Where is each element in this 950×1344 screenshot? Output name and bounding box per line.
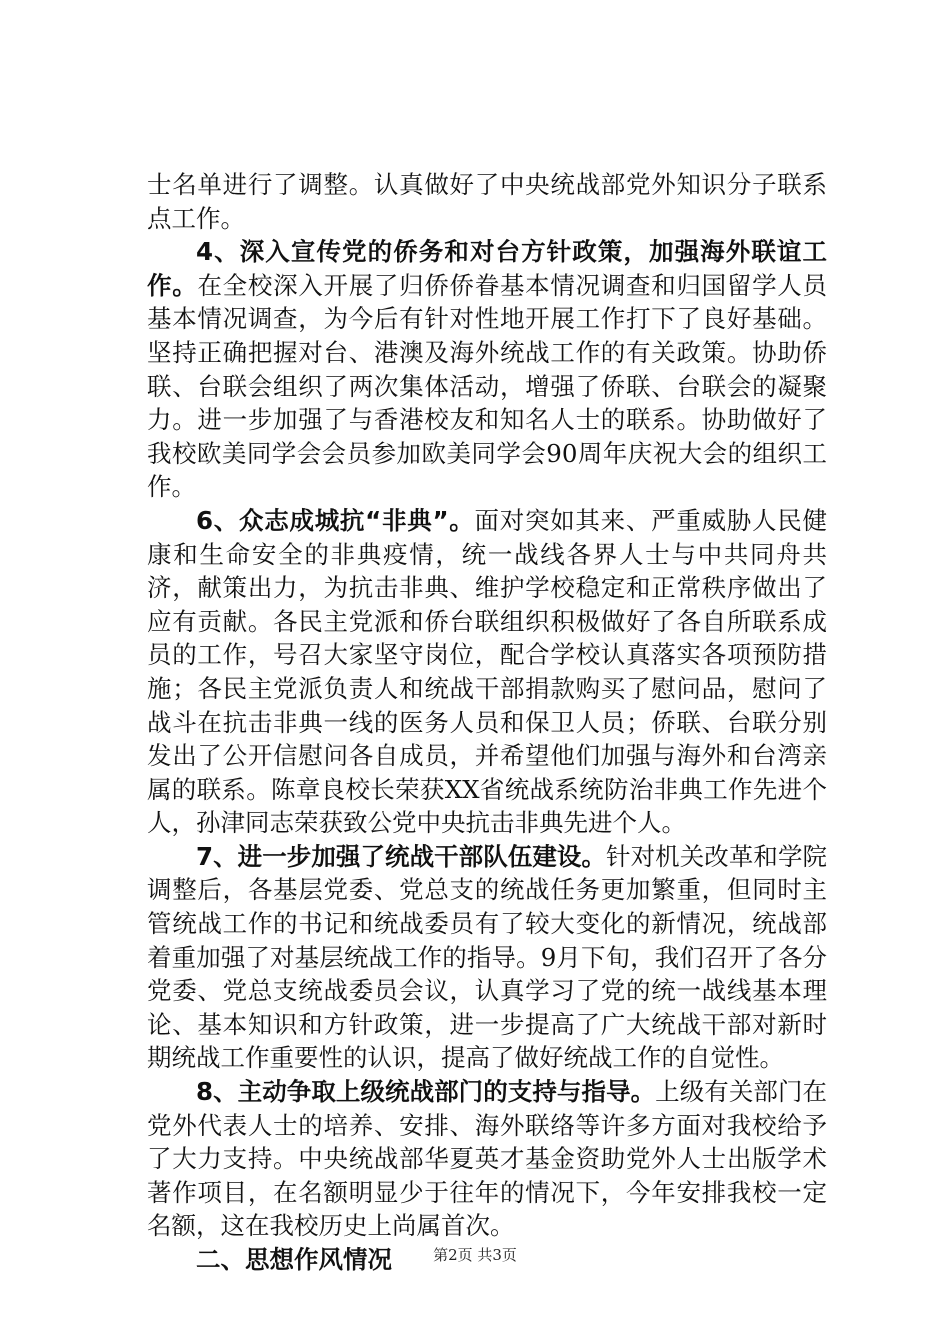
paragraph-text: 针对机关改革和学院调整后，各基层党委、党总支的统战任务更加繁重，但同时主管统战工作的书记和统战委员有了较大变化的新情况，统战部着重加强了对基层统战工作的指导。9月下旬，我们召开了各分党委、党总支统战委员会议，认真学习了党的统一战线基本理论、基本知识和方针政策，进一步提高了广大统战干部对新时期统战工作重要性的认识，提高了做好统战工作的自觉性。 [147,841,828,1073]
paragraph-text: 士名单进行了调整。认真做好了中央统战部党外知识分子联系点工作。 [147,170,827,233]
paragraph-item-8 [147,1075,827,1243]
paragraph-lead: 6、众志成城抗“非典”。 [196,505,475,535]
paragraph-item-6 [147,504,827,840]
paragraph-lead: 4、深入宣传党的侨务和对台方针政策，加强海外联谊工作。 [147,237,827,300]
paragraph-lead: 7、进一步加强了统战干部队伍建设。 [196,841,607,871]
paragraph-lead: 8、主动争取上级统战部门的支持与指导。 [196,1077,656,1107]
paragraph-item-4 [147,235,827,504]
paragraph-text: 上级有关部门在党外代表人士的培养、安排、海外联络等许多方面对我校给予了大力支持。中央统战部华夏英才基金资助党外人士出版学术著作项目，在名额明显少于往年的情况下，今年安排我校一定名额，这在我校历史上尚属首次。 [147,1077,828,1241]
page-number-footer: 第2页 共3页 [433,1246,517,1264]
paragraph-text: 在全校深入开展了归侨侨眷基本情况调查和归国留学人员基本情况调查，为今后有针对性地开展工作打下了良好基础。坚持正确把握对台、港澳及海外统战工作的有关政策。协助侨联、台联会组织了两次集体活动，增强了侨联、台联会的凝聚力。进一步加强了与香港校友和知名人士的联系。协助做好了我校欧美同学会会员参加欧美同学会90周年庆祝大会的组织工作。 [147,270,828,502]
document-body [147,168,827,1277]
paragraph-item-7 [147,840,827,1075]
section-heading: 二、思想作风情况 [196,1245,392,1274]
paragraph-continuation [147,168,827,235]
paragraph-text: 面对突如其来、严重威胁人民健康和生命安全的非典疫情，统一战线各界人士与中共同舟共济，献策出力，为抗击非典、维护学校稳定和正常秩序做出了应有贡献。各民主党派和侨台联组织积极做好了各自所联系成员的工作，号召大家坚守岗位，配合学校认真落实各项预防措施；各民主党派负责人和统战干部捐款购买了慰问品，慰问了战斗在抗击非典一线的医务人员和保卫人员；侨联、台联分别发出了公开信慰问各自成员，并希望他们加强与海外和台湾亲属的联系。陈章良校长荣获XX省统战系统防治非典工作先进个人，孙津同志荣获致公党中央抗击非典先进个人。 [147,505,827,838]
